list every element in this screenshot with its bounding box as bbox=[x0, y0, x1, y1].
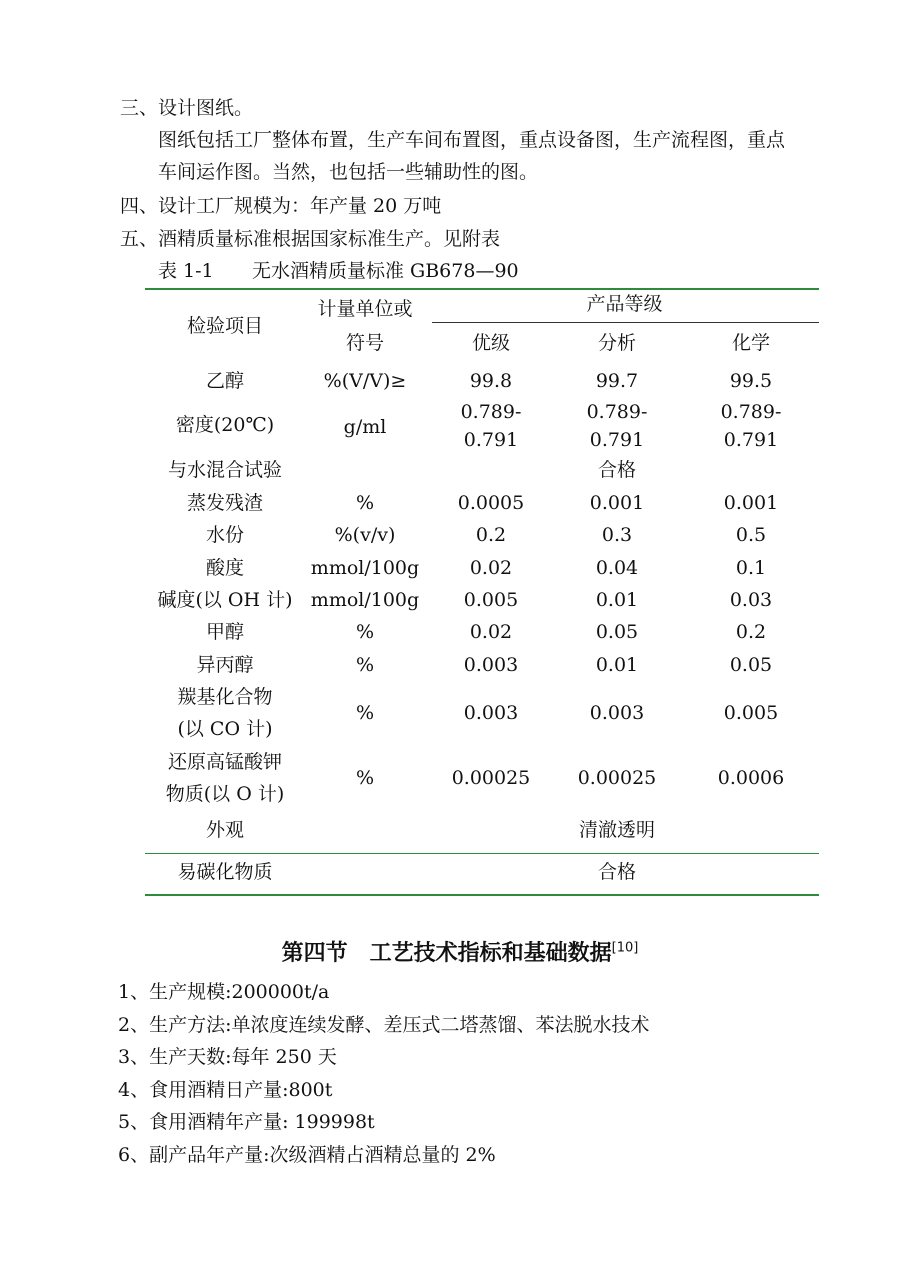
table-row-item-note: (以 CO 计) bbox=[177, 718, 273, 740]
header-grade-premium: 优级 bbox=[471, 332, 510, 354]
table-row-item: 密度(20℃) bbox=[175, 414, 275, 436]
list-item: 1、生产规模:200000t/a bbox=[118, 981, 330, 1003]
header-sub-rule bbox=[432, 322, 819, 323]
table-row-value: 0.04 bbox=[595, 557, 639, 579]
table-row-unit: mmol/100g bbox=[310, 557, 420, 579]
table-row-merged-value: 清澈透明 bbox=[578, 819, 655, 841]
table-inner-rule bbox=[145, 853, 819, 854]
table-row-value: 0.01 bbox=[595, 589, 639, 611]
table-row-item: 甲醇 bbox=[205, 621, 244, 643]
paragraph-drawings-content-cont: 车间运作图。当然，也包括一些辅助性的图。 bbox=[158, 161, 539, 183]
table-row-merged-value: 合格 bbox=[597, 861, 636, 883]
table-row-value: 0.2 bbox=[475, 524, 507, 546]
table-row-value: 0.003 bbox=[463, 654, 519, 676]
table-row-value: 0.001 bbox=[723, 492, 779, 514]
section-heading bbox=[0, 936, 920, 967]
table-row-item: 易碳化物质 bbox=[177, 861, 273, 883]
table-row-value: 99.7 bbox=[595, 370, 639, 392]
table-row-item: 外观 bbox=[205, 819, 244, 841]
header-grade-analytical: 分析 bbox=[597, 332, 636, 354]
header-grade-chemical: 化学 bbox=[731, 332, 770, 354]
table-row-value: 0.789- bbox=[586, 401, 648, 423]
table-row-value: 0.01 bbox=[595, 654, 639, 676]
table-row-item: 与水混合试验 bbox=[167, 459, 282, 481]
paragraph-quality-standard: 五、酒精质量标准根据国家标准生产。见附表 bbox=[120, 228, 501, 250]
table-row-item: 还原高锰酸钾 bbox=[167, 751, 282, 773]
list-item: 2、生产方法:单浓度连续发酵、差压式二塔蒸馏、苯法脱水技术 bbox=[118, 1014, 650, 1036]
table-row-value: 0.791 bbox=[589, 429, 645, 451]
table-row-value: 0.789- bbox=[460, 401, 522, 423]
table-row-value: 0.3 bbox=[601, 524, 633, 546]
table-row-item: 异丙醇 bbox=[196, 654, 254, 676]
table-bottom-rule bbox=[145, 894, 819, 896]
list-item: 6、副产品年产量:次级酒精占酒精总量的 2% bbox=[118, 1144, 496, 1166]
header-item: 检验项目 bbox=[186, 315, 263, 337]
table-row-value: 99.5 bbox=[729, 370, 773, 392]
header-product-grade: 产品等级 bbox=[586, 293, 663, 315]
section-reference: [10] bbox=[611, 940, 639, 956]
table-caption-title: 无水酒精质量标准 GB678—90 bbox=[252, 260, 519, 282]
list-item: 5、食用酒精年产量: 199998t bbox=[118, 1111, 375, 1133]
table-row-value: 0.05 bbox=[595, 621, 639, 643]
table-row-unit: %(v/v) bbox=[334, 524, 396, 546]
table-row-value: 99.8 bbox=[469, 370, 513, 392]
table-row-unit: % bbox=[355, 654, 375, 676]
table-row-unit: % bbox=[355, 621, 375, 643]
table-row-value: 0.03 bbox=[729, 589, 773, 611]
table-row-value: 0.003 bbox=[463, 702, 519, 724]
section-title: 第四节 工艺技术指标和基础数据 bbox=[281, 941, 612, 966]
header-unit-line2: 符号 bbox=[345, 332, 384, 354]
table-row-value: 0.02 bbox=[469, 557, 513, 579]
table-row-value: 0.005 bbox=[463, 589, 519, 611]
table-row-unit: g/ml bbox=[343, 416, 387, 438]
table-row-value: 0.791 bbox=[723, 429, 779, 451]
table-row-unit: mmol/100g bbox=[310, 589, 420, 611]
table-row-item-note: 物质(以 O 计) bbox=[165, 783, 285, 805]
table-row-value: 0.1 bbox=[735, 557, 767, 579]
table-row-value: 0.001 bbox=[589, 492, 645, 514]
table-row-item: 乙醇 bbox=[205, 370, 244, 392]
table-row-value: 0.003 bbox=[589, 702, 645, 724]
table-row-value: 0.05 bbox=[729, 654, 773, 676]
header-unit-line1: 计量单位或 bbox=[317, 298, 413, 320]
table-row-unit: % bbox=[355, 767, 375, 789]
table-row-item: 羰基化合物 bbox=[177, 686, 273, 708]
list-item: 3、生产天数:每年 250 天 bbox=[118, 1046, 337, 1068]
table-row-item: 碱度(以 OH 计) bbox=[157, 589, 293, 611]
table-row-value: 0.005 bbox=[723, 702, 779, 724]
table-row-value: 0.791 bbox=[463, 429, 519, 451]
table-caption-number: 表 1-1 bbox=[158, 260, 214, 282]
table-row-value: 0.0006 bbox=[717, 767, 785, 789]
table-row-merged-value: 合格 bbox=[597, 459, 636, 481]
table-row-value: 0.5 bbox=[735, 524, 767, 546]
table-row-item: 蒸发残渣 bbox=[186, 492, 263, 514]
table-row-value: 0.0005 bbox=[457, 492, 525, 514]
table-row-item: 酸度 bbox=[205, 557, 244, 579]
paragraph-design-drawings: 三、设计图纸。 bbox=[120, 97, 254, 119]
table-row-unit: % bbox=[355, 492, 375, 514]
paragraph-drawings-content: 图纸包括工厂整体布置，生产车间布置图，重点设备图，生产流程图，重点 bbox=[158, 129, 786, 151]
table-row-unit: % bbox=[355, 702, 375, 724]
table-row-value: 0.00025 bbox=[577, 767, 657, 789]
list-item: 4、食用酒精日产量:800t bbox=[118, 1079, 333, 1101]
table-row-value: 0.789- bbox=[720, 401, 782, 423]
paragraph-plant-scale: 四、设计工厂规模为：年产量 20 万吨 bbox=[120, 195, 442, 217]
table-row-item: 水份 bbox=[205, 524, 244, 546]
table-row-value: 0.2 bbox=[735, 621, 767, 643]
table-row-value: 0.02 bbox=[469, 621, 513, 643]
table-row-value: 0.00025 bbox=[451, 767, 531, 789]
table-row-unit: %(V/V)≥ bbox=[323, 370, 407, 392]
